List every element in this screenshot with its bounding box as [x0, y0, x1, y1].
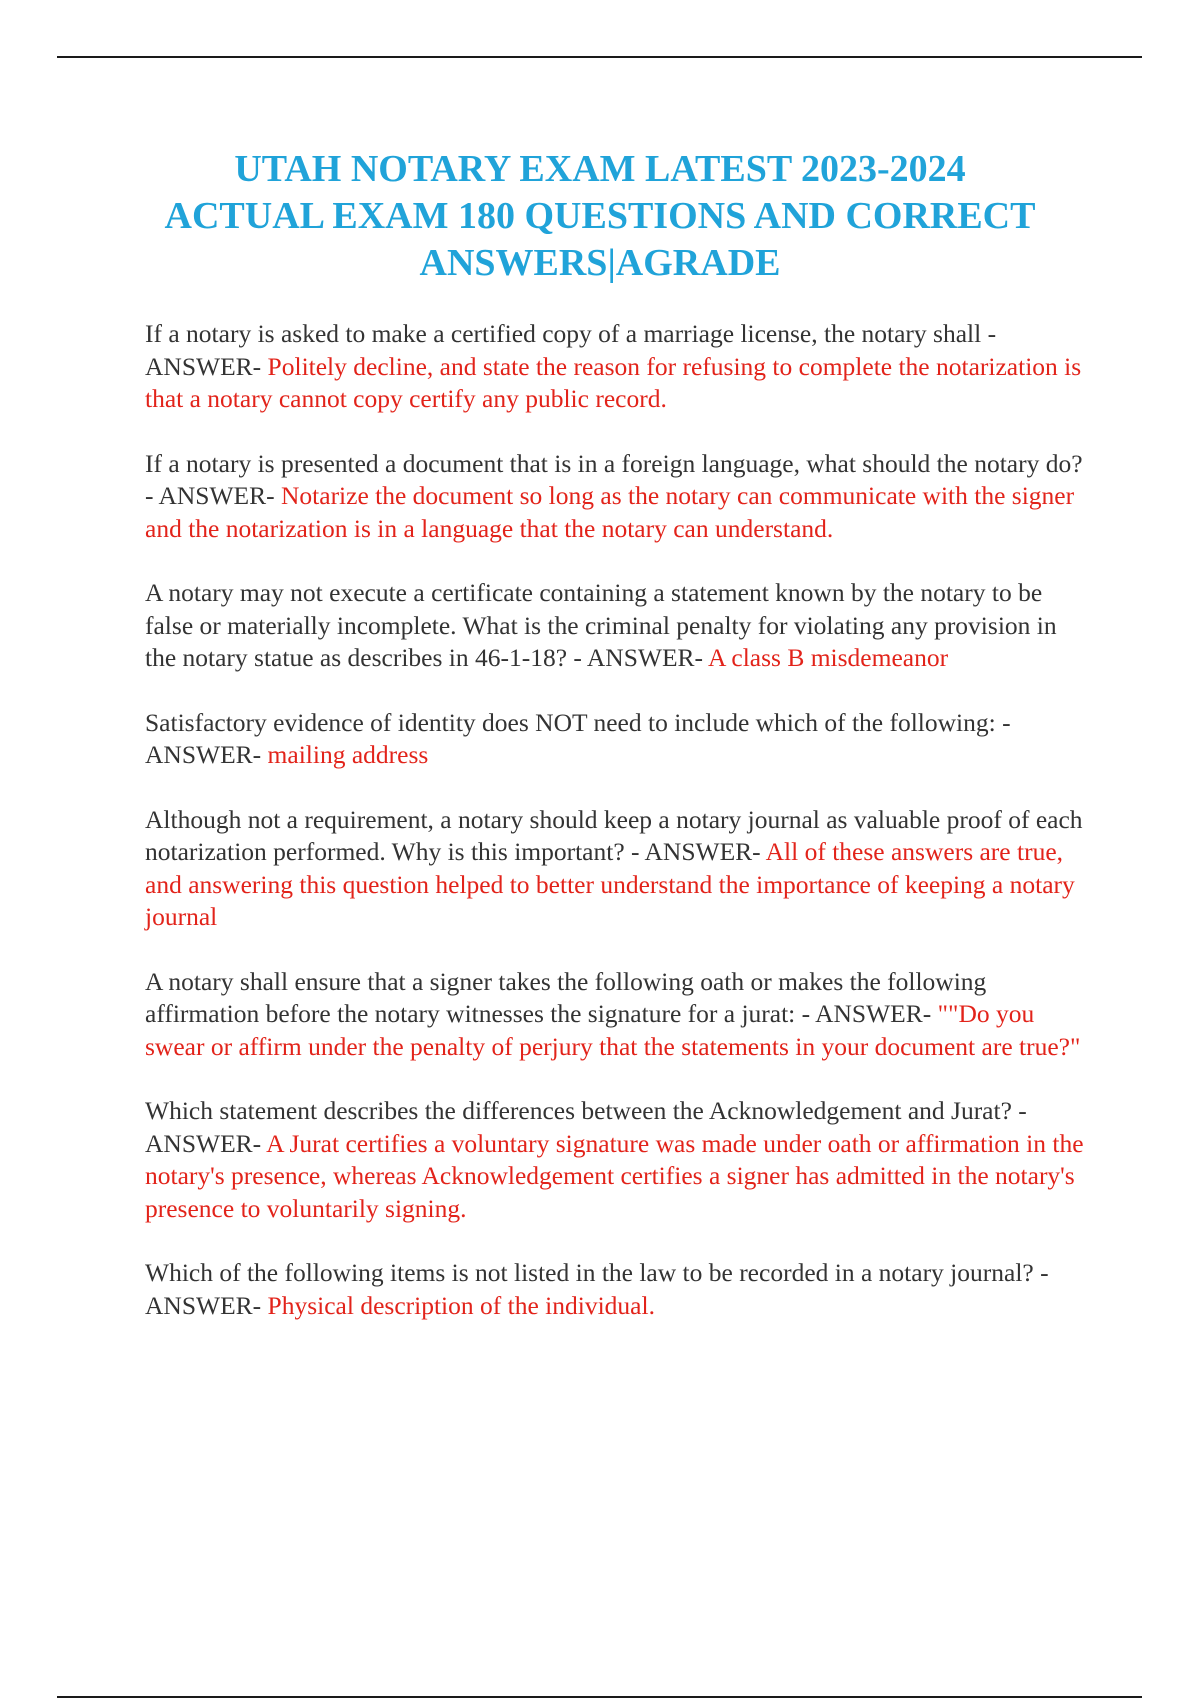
title-line: ACTUAL EXAM 180 QUESTIONS AND CORRECT	[164, 195, 1036, 237]
qa-item	[145, 577, 1090, 675]
question-text: Satisfactory evidence of identity does NOT need to include which of the following: - ANSWER-	[145, 707, 1011, 769]
question-text: Although not a requirement, a notary should keep a notary journal as valuable proof of each notarization performed. Why is this important? - ANSWER-	[145, 804, 1083, 866]
answer-text: A class B misdemeanor	[708, 643, 949, 672]
answer-text: Notarize the document so long as the notary can communicate with the signer and the notarization is in a language that the notary can understand.	[145, 481, 1075, 543]
answer-text: mailing address	[267, 740, 429, 769]
footer-rule	[57, 1696, 1142, 1698]
qa-item	[145, 318, 1090, 416]
qa-item	[145, 1095, 1090, 1225]
qa-item	[145, 707, 1090, 772]
title-line: ANSWERS|AGRADE	[419, 242, 781, 284]
question-text: Which of the following items is not listed in the law to be recorded in a notary journal? - ANSWER-	[145, 1258, 1049, 1320]
question-text: A notary shall ensure that a signer takes the following oath or makes the following affirmation before the notary witnesses the signature for a jurat: - ANSWER-	[145, 966, 987, 1028]
title-line: UTAH NOTARY EXAM LATEST 2023-2024	[234, 148, 966, 190]
qa-item	[145, 966, 1090, 1064]
header-rule	[57, 56, 1142, 58]
qa-item	[145, 804, 1090, 934]
question-text: A notary may not execute a certificate containing a statement known by the notary to be false or materially incomplete. What is the criminal penalty for violating any provision in the notary statue as describes in 46-1-18? - ANSWER-	[145, 578, 1057, 672]
qa-item	[145, 1257, 1090, 1322]
answer-text: ""Do you swear or affirm under the penalty of perjury that the statements in your document are true?"	[145, 999, 1081, 1061]
answer-text: Physical description of the individual.	[267, 1290, 655, 1320]
document-title	[120, 146, 1080, 287]
qa-item	[145, 448, 1090, 546]
answer-text: Politely decline, and state the reason for refusing to complete the notarization is that a notary cannot copy certify any public record.	[145, 351, 1082, 413]
qa-list	[145, 318, 1090, 1354]
answer-text: A Jurat certifies a voluntary signature was made under oath or affirmation in the notary's presence, whereas Acknowledgement certifies a signer has admitted in the notary's presence to voluntarily signing.	[145, 1128, 1084, 1223]
question-text: If a notary is asked to make a certified copy of a marriage license, the notary shall - ANSWER-	[145, 319, 997, 381]
question-text: Which statement describes the differences between the Acknowledgement and Jurat? - ANSWER-	[145, 1096, 1027, 1158]
answer-text: All of these answers are true, and answering this question helped to better understand the importance of keeping a notary journal	[145, 837, 1075, 931]
question-text: If a notary is presented a document that is in a foreign language, what should the notary do? - ANSWER-	[145, 448, 1083, 510]
